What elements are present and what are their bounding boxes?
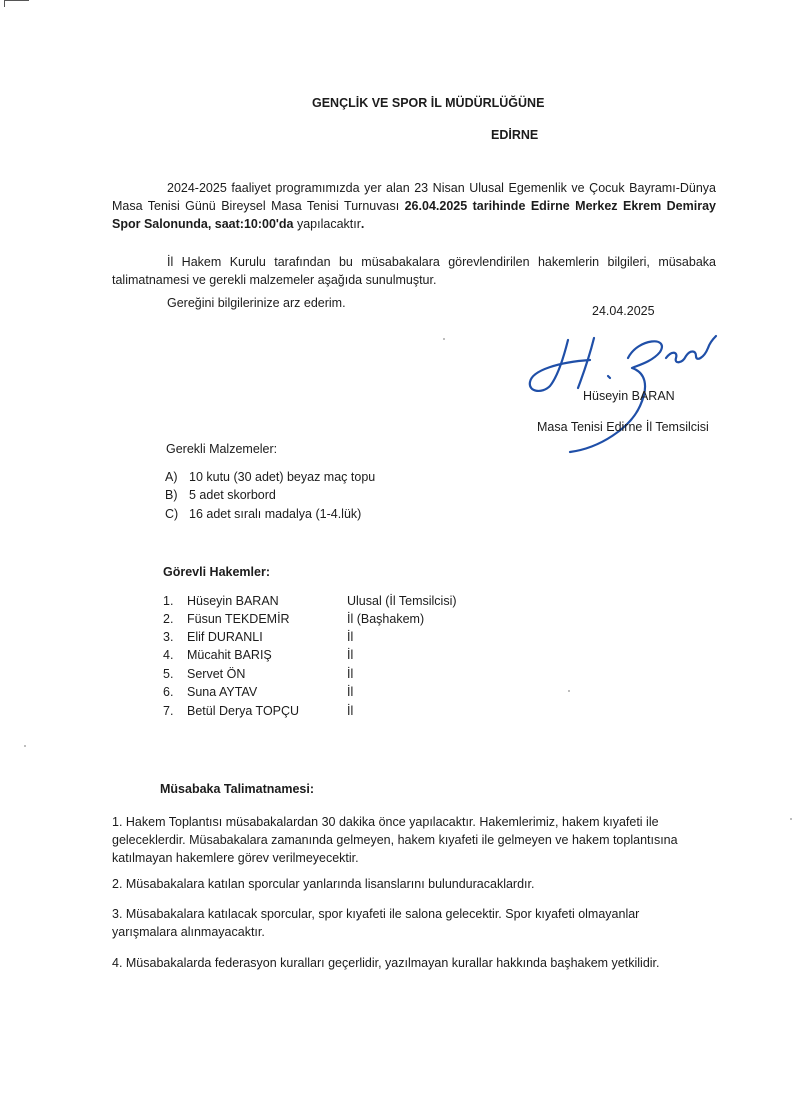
scan-speck — [568, 690, 570, 692]
scan-corner-mark — [4, 0, 29, 7]
scan-speck — [790, 818, 792, 820]
paragraph-closing: Gereğini bilgilerinize arz ederim. — [167, 296, 346, 310]
rules-heading: Müsabaka Talimatnamesi: — [160, 782, 314, 796]
document-date: 24.04.2025 — [592, 304, 655, 318]
paragraph-intro — [112, 179, 716, 233]
paragraph-info: İl Hakem Kurulu tarafından bu müsabakalara görevlendirilen hakemlerin bilgileri, müsabaka talimatnamesi ve gerekli malzemeler aşağıda sunulmuştur. — [112, 255, 716, 287]
referees-heading: Görevli Hakemler: — [163, 565, 270, 579]
intro-date-venue: 26.04.2025 tarihinde Edirne Merkez Ekrem Demiray Spor Salonunda, saat:10:00'da — [112, 199, 716, 231]
rule-item: 1. Hakem Toplantısı müsabakalardan 30 dakika önce yapılacaktır. Hakemlerimiz, hakem kıyafeti ile geleceklerdir. Müsabakalara zamanında gelmeyen, hakem kıyafeti ile gelmeyen ve hakem toplantısına katılmayan hakemlere görev verilmeyecektir. — [112, 815, 678, 865]
intro-text: 2024-2025 faaliyet programımızda yer alan 23 Nisan Ulusal Egemenlik ve Çocuk Bayramı-Dünya Masa Tenisi Günü Bireysel Masa Tenisi Turnuvası — [112, 181, 716, 213]
signatory-name: Hüseyin BARAN — [583, 389, 675, 403]
intro-text-end: yapılacaktır — [293, 217, 361, 231]
materials-heading: Gerekli Malzemeler: — [166, 442, 278, 456]
rule-item: 3. Müsabakalara katılacak sporcular, spor kıyafeti ile salona gelecektir. Spor kıyafeti olmayanlar yarışmalara alınmayacaktır. — [112, 907, 640, 939]
recipient-heading: GENÇLİK VE SPOR İL MÜDÜRLÜĞÜNE — [312, 96, 545, 110]
document-page: GENÇLİK VE SPOR İL MÜDÜRLÜĞÜNE EDİRNE 2024-2025 faaliyet programımızda yer alan 23 Nisan Ulusal Egemenlik ve Çocuk Bayramı-Dünya Masa Tenisi Günü Bireysel Masa Tenisi Turnuvası 26.04.2025 tarihinde Edirne Merkez Ekrem Demiray Spor Salonunda, saat:10:00'da yapılacaktır. İl Hakem Kurulu tarafından bu müsabakalara görevlendirilen hakemlerin bilgileri, müsabaka talimatnamesi ve gerekli malzemeler aşağıda sunulmuştur. Gereğini bilgilerinize arz ederim. 24.04.2025 Hüseyin BARAN Masa Tenisi Edirne İl Temsilcisi Gerekli Malzemeler: A) 10 kutu (30 adet) beyaz maç topu B) 5 adet skorbord C) 16 adet sıralı madalya (1-4.lük) Görevli Hakemler: 1. Hüseyin BARAN Ulusal (İl Temsilcisi) 2. Füsun TEKDEMİR İl (Başhakem) 3. Elif DURANLI İl 4. Mücahit BARIŞ İl 5. Servet ÖN İl 6. Suna AYTAV İl 7. Betül Derya TOPÇU İl Müsabaka Talimatnamesi: 1. Hakem Toplantısı müsabakalardan 30 dakika önce yapılacaktır. Hakemlerimiz, hakem kıyafeti ile geleceklerdir. Müsabakalara zamanında gelmeyen, hakem kıyafeti ile gelmeyen ve hakem toplantısına katılmayan hakemlere görev verilmeyecektir. 2. Müsabakalara katılan sporcular yanlarında lisanslarını bulunduracaklardır. 3. Müsabakalara katılacak sporcular, spor kıyafeti ile salona gelecektir. Spor kıyafeti olmayanlar yarışmalara alınmayacaktır. 4. Müsabakalarda federasyon kuralları geçerlidir, yazılmayan kurallar hakkında başhakem yetkilidir. — [0, 0, 800, 1101]
signatory-title: Masa Tenisi Edirne İl Temsilcisi — [537, 420, 709, 434]
scan-speck — [443, 338, 445, 340]
rule-item: 2. Müsabakalara katılan sporcular yanlarında lisanslarını bulunduracaklardır. — [112, 877, 535, 891]
scan-speck — [24, 745, 26, 747]
rule-item: 4. Müsabakalarda federasyon kuralları geçerlidir, yazılmayan kurallar hakkında başhakem yetkilidir. — [112, 956, 660, 970]
intro-period: . — [360, 217, 365, 231]
city-heading: EDİRNE — [491, 128, 539, 142]
